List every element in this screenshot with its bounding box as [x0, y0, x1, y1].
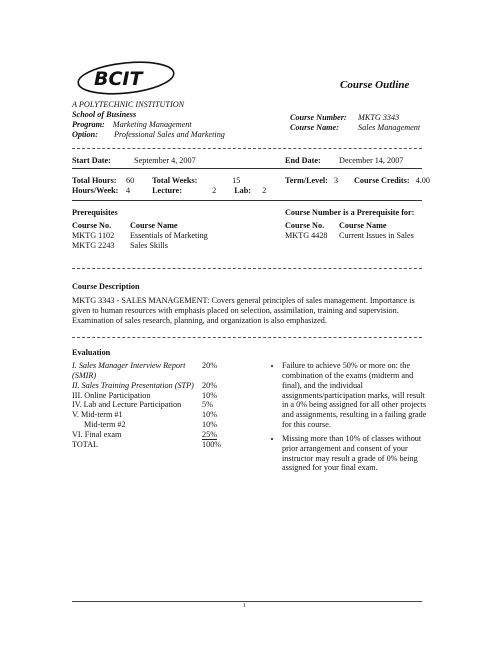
- eval-item-pct: 20%: [202, 361, 218, 370]
- option-label: Option:: [72, 129, 98, 139]
- start-date-label: Start Date:: [72, 156, 111, 165]
- table-row: [72, 430, 232, 440]
- course-name-label: Course Name:: [290, 122, 339, 132]
- divider: [72, 148, 422, 149]
- credits-label: Course Credits:: [354, 176, 410, 185]
- end-date: [285, 156, 403, 166]
- eval-total-pct: 100%: [202, 439, 222, 449]
- col-course-no: Course No.: [72, 220, 112, 230]
- eval-item-pct: 25%: [202, 429, 218, 439]
- lab-value: 2: [262, 185, 267, 195]
- eval-item-pct: 10%: [202, 420, 218, 430]
- course-block: [290, 113, 480, 133]
- col-course-no: Course No.: [285, 220, 325, 230]
- term-block: [285, 176, 430, 186]
- table-row: [72, 410, 232, 420]
- end-date-value: December 14, 2007: [339, 156, 404, 165]
- course-no-cell: MKTG 4428: [285, 230, 328, 240]
- table-row: [72, 400, 232, 410]
- eval-item-label: V. Mid-term #1: [72, 410, 123, 420]
- start-date-value: September 4, 2007: [134, 156, 196, 165]
- col-course-name: Course Name: [339, 220, 387, 230]
- logo-text: BCIT: [94, 68, 143, 90]
- evaluation-list: [72, 361, 232, 450]
- eval-item-label: Mid-term #2: [84, 420, 126, 430]
- table-row: [72, 420, 232, 430]
- lecture-value: 2: [212, 185, 217, 195]
- eval-item-label: IV. Lab and Lecture Participation: [72, 400, 182, 410]
- course-number-value: MKTG 3343: [358, 113, 400, 122]
- prerequisites-heading: Prerequisites: [72, 208, 118, 217]
- eval-item-label: III. Online Participation: [72, 390, 151, 400]
- eval-item-label: II. Sales Training Presentation (STP): [72, 380, 194, 390]
- divider: [72, 337, 422, 338]
- description-body: MKTG 3343 - SALES MANAGEMENT: Covers general principles of sales management. Importance is given to human resources with emphasis placed on selection, assimilation, training and supervision. Examination of sales research, planning, and organization is also emphasized.: [72, 296, 415, 325]
- course-name-cell: Essentials of Marketing: [130, 230, 208, 240]
- bcit-logo: [74, 58, 184, 100]
- col-course-name: Course Name: [130, 220, 178, 230]
- eval-item-pct: 10%: [202, 410, 218, 420]
- table-row: [72, 381, 232, 391]
- table-row: [285, 231, 414, 241]
- total-weeks-label: Total Weeks:: [152, 176, 198, 185]
- course-name-cell: Sales Skills: [130, 240, 168, 250]
- end-date-label: End Date:: [285, 156, 321, 165]
- total-hours-value: 60: [126, 176, 135, 185]
- lab-label: Lab:: [234, 185, 252, 195]
- credits-value: 4.00: [415, 176, 430, 185]
- evaluation-notes: [268, 361, 433, 477]
- table-row: [72, 391, 232, 401]
- total-hours-label: Total Hours:: [72, 176, 117, 185]
- prerequisites-table: [72, 221, 208, 251]
- divider: [72, 200, 422, 201]
- course-number-label: Course Number:: [290, 113, 347, 122]
- divider: [72, 168, 422, 169]
- eval-item-pct: 10%: [202, 390, 218, 400]
- hours-week-value: 4: [126, 185, 131, 195]
- eval-item-label: VI. Final exam: [72, 429, 122, 439]
- prerequisite-for-table: [285, 221, 414, 241]
- footer-divider: [72, 601, 422, 602]
- table-row: [72, 440, 232, 450]
- course-name-cell: Current Issues in Sales: [339, 230, 414, 240]
- course-no-cell: MKTG 2243: [72, 240, 115, 250]
- hours-week-label: Hours/Week:: [72, 185, 119, 195]
- eval-total-label: TOTAL: [72, 439, 99, 449]
- divider: [72, 268, 422, 269]
- page-number: 1: [243, 603, 246, 609]
- program-value: Marketing Management: [112, 119, 192, 129]
- hours-block: [72, 176, 266, 196]
- program-label: Program:: [72, 119, 105, 129]
- start-date: [72, 156, 196, 166]
- prerequisites-section: [72, 208, 272, 250]
- table-row: [72, 231, 208, 241]
- eval-item-pct: 5%: [202, 400, 213, 410]
- table-row: [72, 241, 208, 251]
- table-row: [72, 361, 232, 381]
- institution-line: A POLYTECHNIC INSTITUTION: [72, 100, 185, 109]
- list-item: • Failure to achieve 50% or more on: the combination of the exams (midterm and final), and the individual assignments/participation marks, will result in a 0% being assigned for all other projects and assignments, resulting in a failing grade for this course.: [282, 361, 433, 430]
- description-heading: Course Description: [72, 282, 140, 291]
- term-label: Term/Level:: [285, 176, 328, 185]
- eval-item-pct: 20%: [202, 380, 218, 390]
- institution-block: [72, 100, 282, 139]
- prerequisite-for-heading: Course Number is a Prerequisite for:: [285, 208, 415, 217]
- prerequisite-for-section: [285, 208, 485, 241]
- total-weeks-value: 15: [232, 176, 241, 185]
- evaluation-heading: Evaluation: [72, 348, 111, 357]
- option-value: Professional Sales and Marketing: [113, 129, 225, 139]
- page-title: Course Outline: [340, 79, 410, 91]
- course-name-value: Sales Management: [358, 122, 421, 132]
- course-no-cell: MKTG 1102: [72, 230, 115, 240]
- term-value: 3: [333, 176, 339, 185]
- list-item: • Missing more than 10% of classes without prior arrangement and consent of your instructor may result a grade of 0% being assigned for your final exam.: [282, 434, 433, 473]
- school-name: School of Business: [72, 109, 137, 119]
- lecture-label: Lecture:: [152, 185, 182, 195]
- eval-item-label: I. Sales Manager Interview Report (SMIR): [72, 361, 186, 380]
